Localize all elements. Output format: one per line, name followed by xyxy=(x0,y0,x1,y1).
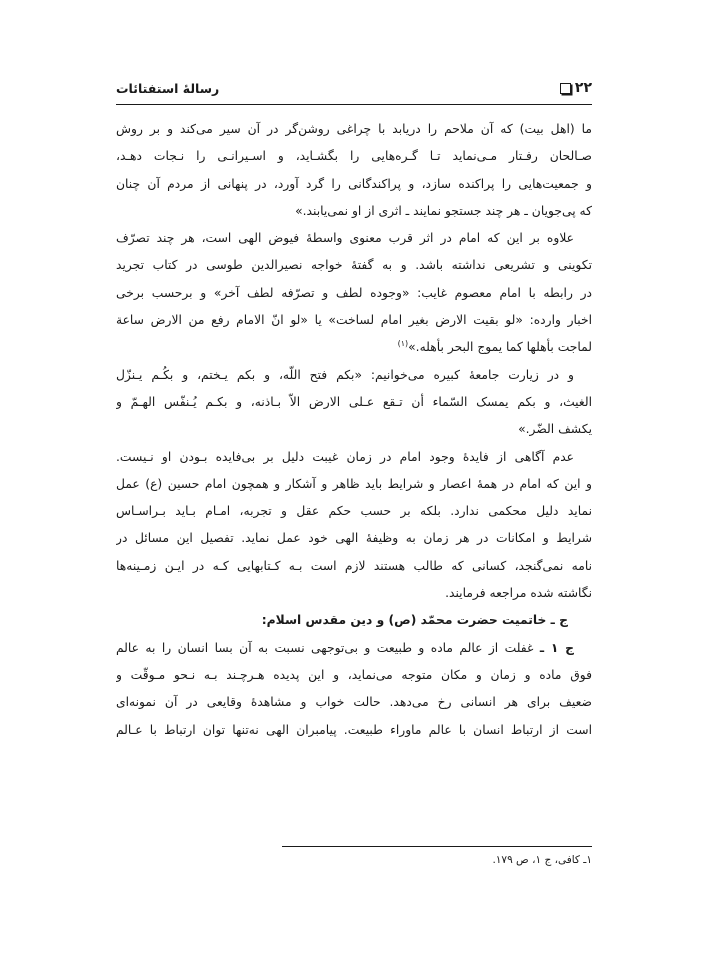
page-number-text: ۲۲ xyxy=(574,80,592,96)
text-line: عدم آگاهی از فایدهٔ وجود امام در زمان غیبت دلیل بر بی‌فایده بـودن او نـیست. xyxy=(116,449,574,464)
text-line: ما (اهل بیت) که آن ملاحم را دریابد با چراغی روشن‌گر در آن سیر می‌کند و بر روش xyxy=(116,122,592,136)
text-line-with-footnote xyxy=(116,334,592,361)
footnote: ۱ـ کافی، ج ۱، ص ۱۷۹. xyxy=(492,854,592,866)
text-line: تکوینی و تشریعی نداشته باشد. و به گفتهٔ خواجه نصیرالدین طوسی در کتاب تجرید xyxy=(116,258,592,273)
text-line: اخبار وارده: «لو بقیت الارض بغیر امام لساخت» یا «لو انّ الامام رفع من الارض ساعة xyxy=(116,313,592,328)
box-ornament-icon xyxy=(560,83,571,94)
subsection-label: ج ۱ ـ xyxy=(539,640,575,655)
text-line: نگاشته شده مراجعه فرمایند. xyxy=(445,586,592,601)
footnote-rule xyxy=(282,846,592,847)
section-heading: ج ـ خاتمیت حضرت محمّد (ص) و دین مقدس اسلام: xyxy=(261,613,568,628)
page-number xyxy=(560,80,592,96)
text-line: الغیث، و بکم یمسک السّماء أن تـقع عـلی الارض الاّ بـاذنه، و بکـم یُـنفّس الهـمّ و xyxy=(116,394,592,409)
text-line-with-lead xyxy=(116,635,592,662)
text-line: ضعیف برای هر انسانی رخ می‌دهد. حالت خواب و مشاهدهٔ وقایعی در آن نمونه‌ای xyxy=(116,695,592,710)
footnote-marker: (۱) xyxy=(397,339,409,349)
text-line: شرایط و امکانات در هر زمان به وظیفهٔ الهی خود عمل نماید. تفصیل این مسائل در xyxy=(116,531,592,546)
text-line: و این که امام در همهٔ اعصار و شرایط باید ظاهر و آشکار و همچون امام حسین (ع) عمل xyxy=(116,476,592,491)
body-text xyxy=(116,116,592,744)
text-line: و جمعیت‌هایی را پراکنده سازد، و پراکندگانی را گرد آورد، در پنهانی از مردم آن چنان xyxy=(116,176,592,191)
text-line: است از ارتباط انسان با عالم ماوراء طبیعت. پیامبران الهی نه‌تنها توان ارتباط با عـالم xyxy=(116,722,592,737)
header-rule xyxy=(116,104,592,105)
text-line: یکشف الضّر.» xyxy=(518,422,592,437)
text-line: و در زیارت جامعهٔ کبیره می‌خوانیم: «بکم فتح اللّه، و بکم یـختم، و بکُـم یـنزّل xyxy=(116,367,574,382)
running-title: رسالهٔ استفتائات xyxy=(116,81,220,96)
text-line: لماجت بأهلها کما یموج البحر بأهله.» xyxy=(408,340,592,355)
text-line: نماید دلیل محکمی ندارد. بلکه بر حسب حکم عقل و تجربه، امـام بـاید بـراسـاس xyxy=(116,504,592,519)
text-line: غفلت از عالم ماده و طبیعت و بی‌توجهی نسبت به آن بسا انسان را به عالم xyxy=(116,640,534,655)
text-line: نامه نمی‌گنجد، کسانی که طالب هستند لازم است بـه کـتابهایی کـه در ایـن زمـینه‌ها xyxy=(116,558,592,573)
text-line: فوق ماده و زمان و مکان متوجه می‌نماید، و این پدیده هـرچـند بـه نـحو مـوقّت و xyxy=(116,667,592,682)
text-line: در رابطه با امام معصوم غایب: «وجوده لطف و تصرّفه لطف آخر» و برحسب برخی xyxy=(116,285,592,300)
text-line: علاوه بر این که امام در اثر قرب معنوی واسطهٔ فیوض الهی است، هر چند تصرّف xyxy=(116,231,574,246)
text-line: صـالحان رفـتار مـی‌نماید تـا گـره‌هایی را بگشـاید، و اسـیرانـی را نـجات دهـد، xyxy=(116,149,592,164)
text-line: که پی‌جویان ـ هر چند جستجو نمایند ـ اثری از او نمی‌یابند.» xyxy=(295,203,592,218)
running-header xyxy=(116,78,592,102)
